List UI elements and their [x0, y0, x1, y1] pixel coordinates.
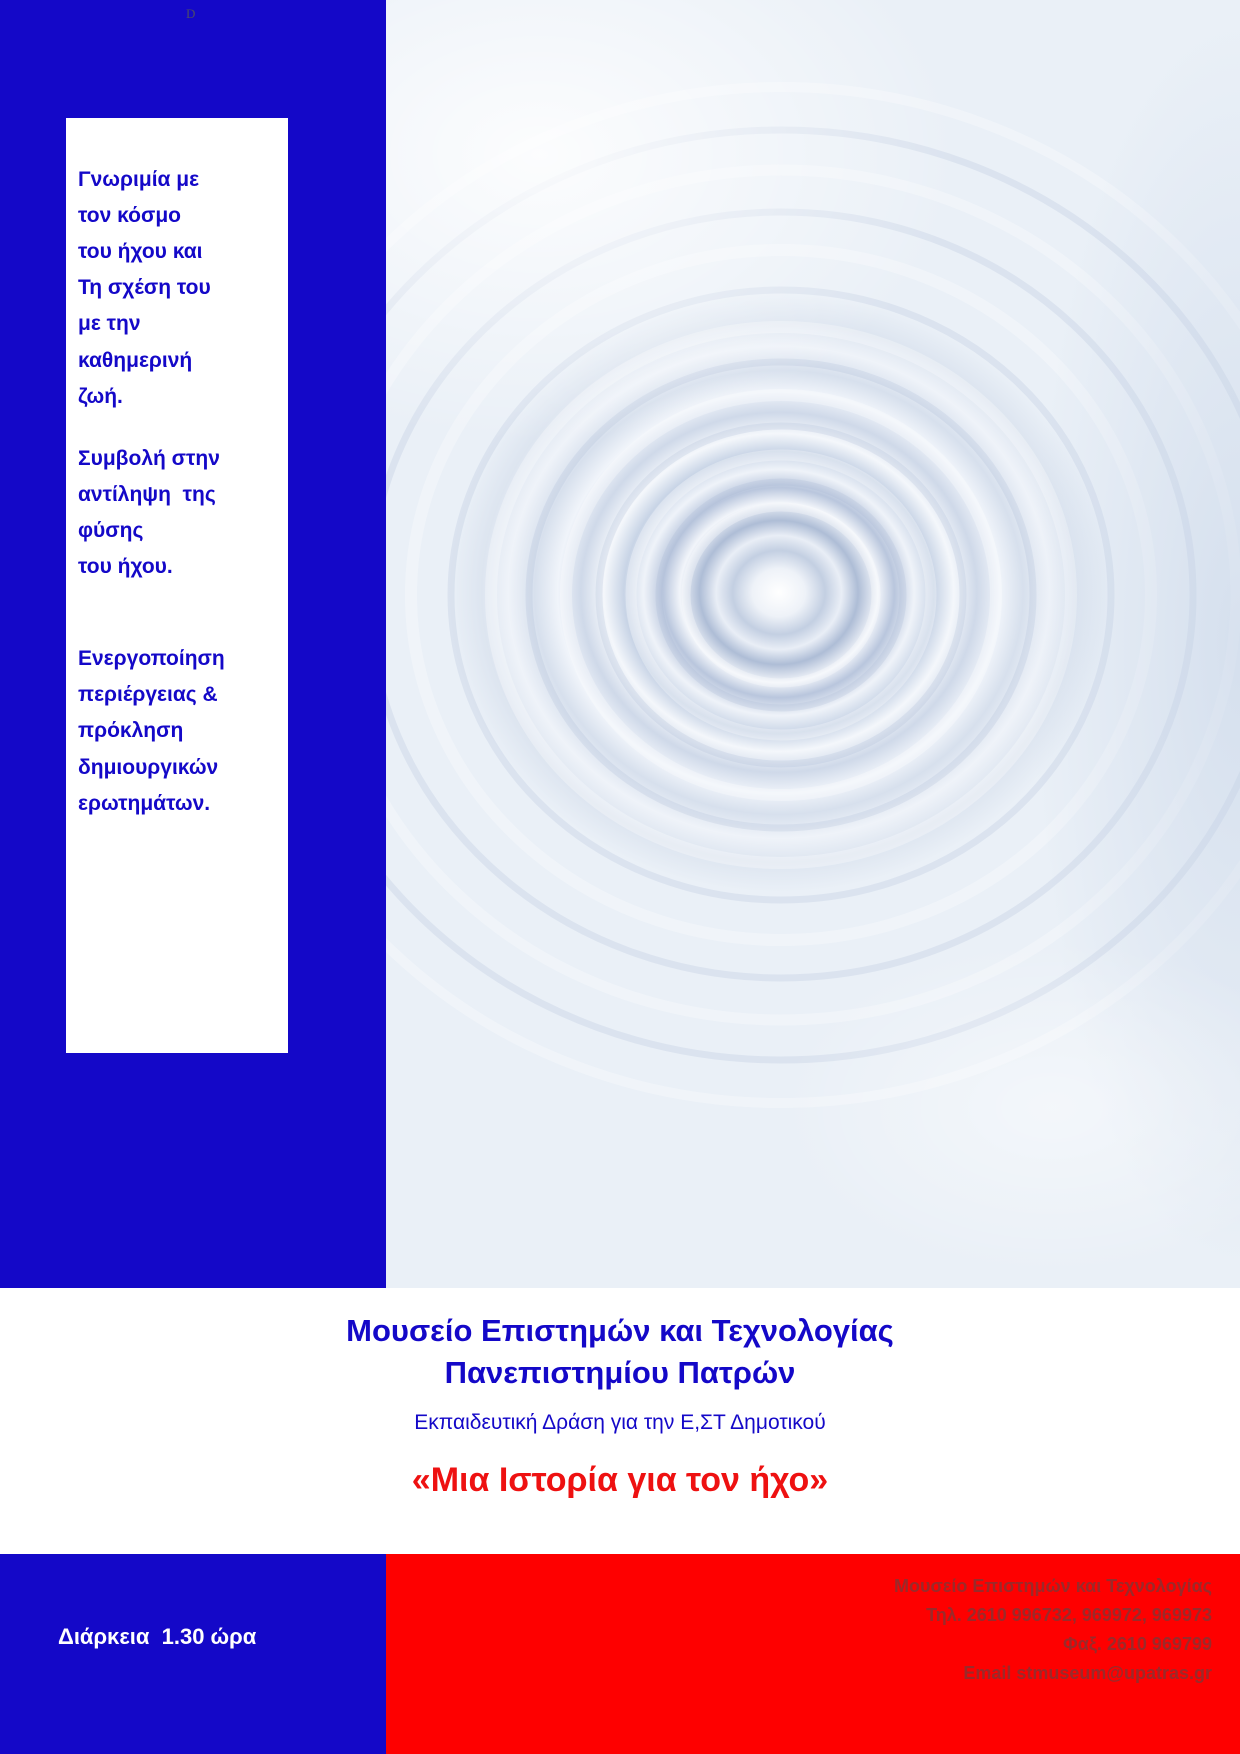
spacer	[78, 585, 272, 641]
aims-line: του ήχου και	[78, 240, 203, 264]
aims-line: τον κόσμο	[78, 204, 182, 228]
contact-line: Μουσείο Επιστημών και Τεχνολογίας	[894, 1576, 1212, 1596]
activity-headline: «Μια Ιστορία για τον ήχο»	[411, 1461, 829, 1500]
aims-line: Συμβολή στην	[78, 446, 220, 470]
aims-line: Τη σχέση του	[78, 276, 211, 300]
spacer	[78, 415, 272, 441]
aims-line: του ήχου.	[78, 555, 173, 579]
aims-line: Ενεργοποίηση	[78, 647, 225, 671]
footer-blue-panel	[0, 1554, 386, 1754]
title-section	[0, 1288, 1240, 1554]
museum-title-line2: Πανεπιστημίου Πατρών	[444, 1354, 796, 1390]
aims-line: περιέργειας &	[78, 683, 218, 707]
aims-line: φύσης	[78, 518, 144, 542]
contact-line: Φαξ. 2610 969799	[1063, 1634, 1212, 1655]
top-mark-glyph: D	[186, 6, 196, 21]
aims-line: με την	[78, 312, 141, 336]
aims-textbox	[66, 118, 288, 1053]
aims-line: ζωή.	[78, 384, 123, 408]
museum-title-line1: Μουσείο Επιστημών και Τεχνολογίας	[346, 1313, 894, 1348]
aims-line: ερωτημάτων.	[78, 791, 211, 815]
aims-line: αντίληψη της	[78, 482, 216, 506]
contact-block	[894, 1572, 1212, 1689]
aims-line: πρόκληση	[78, 719, 184, 743]
duration-label: Διάρκεια 1.30 ώρα	[58, 1624, 257, 1649]
water-ripple-image	[386, 0, 1240, 1288]
contact-line: Τηλ. 2610 996732, 969972, 969973	[926, 1605, 1212, 1626]
aims-line: καθημερινή	[78, 348, 193, 372]
footer-section	[0, 1554, 1240, 1754]
activity-subtitle: Εκπαιδευτική Δράση για την Ε,ΣΤ Δημοτικού	[414, 1411, 826, 1435]
contact-line: Email stmuseum@upatras.gr	[963, 1663, 1212, 1684]
aims-line: δημιουργικών	[78, 755, 219, 779]
aims-line: Γνωριμία με	[78, 168, 200, 191]
